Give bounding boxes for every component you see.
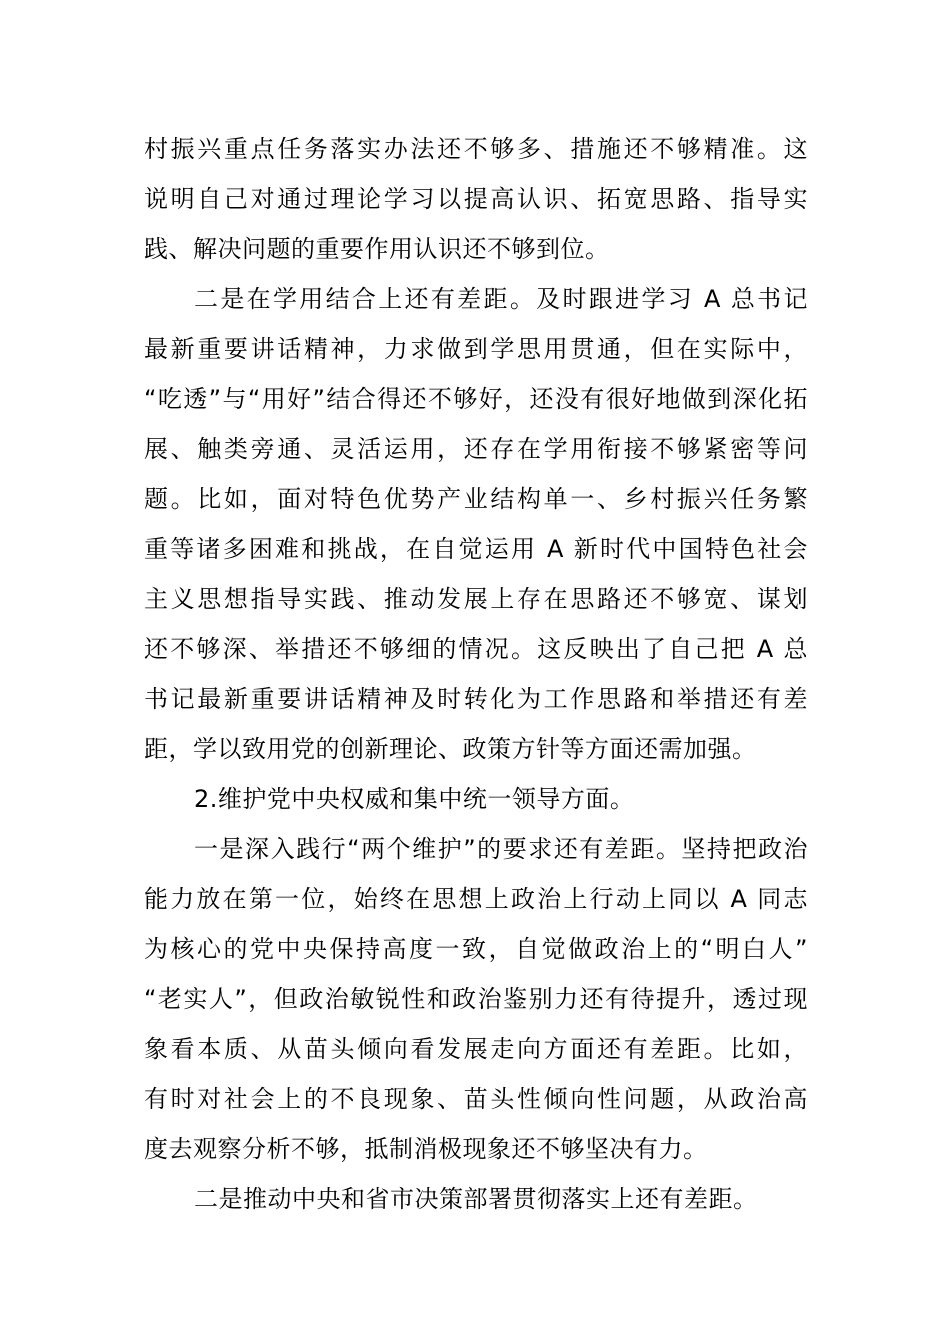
text-line: 题。比如，面对特色优势产业结构单一、乡村振兴任务繁 — [144, 485, 808, 513]
text-line: “吃透”与“用好”结合得还不够好，还没有很好地做到深化拓 — [144, 385, 808, 413]
paragraph-continuation — [144, 124, 808, 274]
text-line: 象看本质、从苗头倾向看发展走向方面还有差距。比如， — [144, 1035, 808, 1063]
document-body — [144, 124, 808, 1224]
paragraph-two-safeguards — [144, 824, 808, 1174]
text-line: 二是在学用结合上还有差距。及时跟进学习 A 总书记 — [194, 285, 808, 313]
text-line: 书记最新重要讲话精神及时转化为工作思路和举措还有差 — [144, 685, 808, 713]
text-line: 度去观察分析不够，抵制消极现象还不够坚决有力。 — [144, 1135, 708, 1163]
text-line: 能力放在第一位，始终在思想上政治上行动上同以 A 同志 — [144, 885, 808, 913]
text-line: 重等诸多困难和挑战，在自觉运用 A 新时代中国特色社会 — [144, 535, 808, 563]
text-line: 一是深入践行“两个维护”的要求还有差距。坚持把政治 — [194, 835, 808, 863]
text-line: 展、触类旁通、灵活运用，还存在学用衔接不够紧密等问 — [144, 435, 808, 463]
text-line: 有时对社会上的不良现象、苗头性倾向性问题，从政治高 — [144, 1085, 808, 1113]
text-line: “老实人”，但政治敏锐性和政治鉴别力还有待提升，透过现 — [144, 985, 808, 1013]
text-line: 村振兴重点任务落实办法还不够多、措施还不够精准。这 — [144, 135, 808, 163]
heading-line: 2.维护党中央权威和集中统一领导方面。 — [194, 785, 635, 813]
text-line: 距，学以致用党的创新理论、政策方针等方面还需加强。 — [144, 735, 757, 763]
text-line: 为核心的党中央保持高度一致，自觉做政治上的“明白人” — [144, 935, 808, 963]
text-line: 践、解决问题的重要作用认识还不够到位。 — [144, 235, 610, 263]
text-line: 还不够深、举措还不够细的情况。这反映出了自己把 A 总 — [144, 635, 808, 663]
text-line: 二是推动中央和省市决策部署贯彻落实上还有差距。 — [194, 1185, 758, 1213]
text-line: 主义思想指导实践、推动发展上存在思路还不够宽、谋划 — [144, 585, 808, 613]
paragraph-study-apply — [144, 274, 808, 774]
text-line: 说明自己对通过理论学习以提高认识、拓宽思路、指导实 — [144, 185, 808, 213]
text-line: 最新重要讲话精神，力求做到学思用贯通，但在实际中， — [144, 335, 808, 363]
section-heading-2 — [144, 774, 808, 824]
paragraph-implementation — [144, 1174, 808, 1224]
